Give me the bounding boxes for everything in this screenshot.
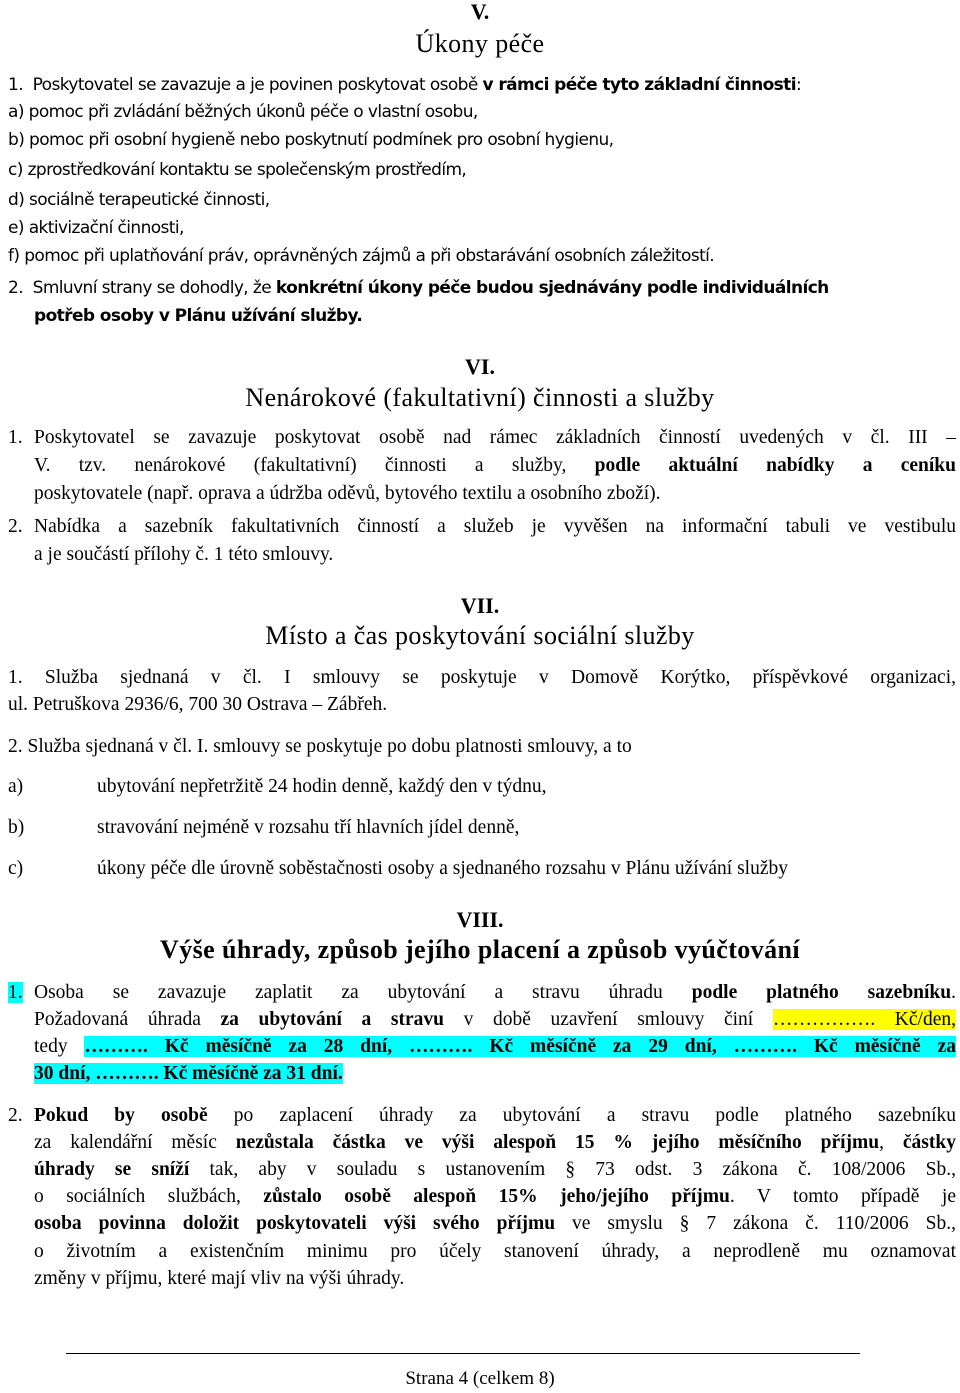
list-item: f) pomoc při uplatňování práv, oprávněných zájmů a při obstarávání osobních záležitostí.	[8, 246, 715, 266]
list-label: a)	[8, 776, 24, 797]
paragraph-line: tedy ………. Kč měsíčně za 28 dní, ………. Kč měsíčně za 29 dní, ………. Kč měsíčně za	[34, 1036, 956, 1057]
list-item: ubytování nepřetržitě 24 hodin denně, každý den v týdnu,	[97, 776, 547, 797]
paragraph-number: 1.	[8, 427, 23, 448]
list-label: c)	[8, 858, 24, 879]
paragraph: 2. Služba sjednaná v čl. I. smlouvy se poskytuje po dobu platnosti smlouvy, a to	[8, 736, 632, 757]
paragraph-line	[34, 1061, 343, 1087]
paragraph: 1. Poskytovatel se zavazuje a je povinen poskytovat osobě v rámci péče tyto základní činnosti:	[8, 75, 802, 95]
paragraph-line: za kalendářní měsíc nezůstala částka ve výši alespoň 15 % jejího měsíčního příjmu, částky	[34, 1132, 956, 1153]
section-title: Úkony péče	[415, 29, 545, 58]
section-number: VIII.	[456, 907, 504, 932]
section-title: Výše úhrady, způsob jejího placení a způsob vyúčtování	[160, 935, 800, 964]
paragraph-number	[8, 980, 23, 1006]
paragraph-line: změny v příjmu, které mají vliv na výši úhrady.	[34, 1268, 405, 1289]
paragraph-number: 2.	[8, 1105, 23, 1126]
footer-rule	[66, 1353, 860, 1354]
paragraph-line: 1. Služba sjednaná v čl. I smlouvy se poskytuje v Domově Korýtko, příspěvkové organizaci,	[8, 667, 956, 688]
paragraph-line: Pokud by osobě po zaplacení úhrady za ubytování a stravu podle platného sazebníku	[34, 1105, 956, 1126]
highlight: …………….	[772, 1009, 876, 1030]
list-item: e) aktivizační činnosti,	[8, 218, 184, 238]
paragraph-line: poskytovatele (např. oprava a údržba oděvů, bytového textilu a osobního zboží).	[34, 483, 661, 504]
section-title: Místo a čas poskytování sociální služby	[265, 621, 695, 650]
paragraph-line: o životním a existenčním minimu pro účely stanovení úhrady, a neprodleně mu oznamovat	[34, 1241, 956, 1262]
section-title: Nenárokové (fakultativní) činnosti a služby	[245, 383, 715, 412]
paragraph-line: V. tzv. nenárokové (fakultativní) činnosti a služby, podle aktuální nabídky a ceníku	[34, 455, 956, 476]
list-label: b)	[8, 817, 25, 838]
paragraph-continuation: potřeb osoby v Plánu užívání služby.	[34, 306, 363, 326]
highlight: Kč/den,	[875, 1009, 956, 1030]
highlight: 30 dní, ………. Kč měsíčně za 31 dní.	[34, 1063, 343, 1084]
list-item: a) pomoc při zvládání běžných úkonů péče o vlastní osobu,	[8, 102, 478, 122]
list-item: úkony péče dle úrovně soběstačnosti osoby a sjednaného rozsahu v Plánu užívání služby	[97, 858, 789, 879]
paragraph-line: Poskytovatel se zavazuje poskytovat osobě nad rámec základních činností uvedených v čl. III –	[34, 427, 956, 448]
highlight: 1.	[8, 982, 23, 1003]
paragraph: 2. Smluvní strany se dohodly, že konkrétní úkony péče budou sjednávány podle individuálních	[8, 278, 829, 298]
section-number: VI.	[465, 354, 495, 379]
paragraph-line: Požadovaná úhrada za ubytování a stravu v době uzavření smlouvy činí ……………. Kč/den,	[34, 1009, 956, 1030]
section-number: V.	[470, 0, 490, 24]
list-item: b) pomoc při osobní hygieně nebo poskytnutí podmínek pro osobní hygienu,	[8, 130, 614, 150]
list-item: d) sociálně terapeutické činnosti,	[8, 190, 270, 210]
paragraph-line: o sociálních službách, zůstalo osobě alespoň 15% jeho/jejího příjmu. V tomto případě je	[34, 1186, 956, 1207]
paragraph-line: úhrady se sníží tak, aby v souladu s ustanovením § 73 odst. 3 zákona č. 108/2006 Sb.,	[34, 1159, 956, 1180]
highlight: ………. Kč měsíčně za 28 dní, ………. Kč měsíčně za 29 dní, ………. Kč měsíčně za	[84, 1036, 956, 1057]
paragraph-number: 2.	[8, 516, 23, 537]
section-number: VII.	[460, 593, 500, 618]
list-item: stravování nejméně v rozsahu tří hlavních jídel denně,	[97, 817, 520, 838]
paragraph-line: a je součástí přílohy č. 1 této smlouvy.	[34, 544, 334, 565]
list-item: c) zprostředkování kontaktu se společenským prostředím,	[8, 160, 467, 180]
page-footer: Strana 4 (celkem 8)	[405, 1368, 555, 1389]
paragraph-line: Osoba se zavazuje zaplatit za ubytování a stravu úhradu podle platného sazebníku.	[34, 982, 956, 1003]
paragraph-line: osoba povinna doložit poskytovateli výši svého příjmu ve smyslu § 7 zákona č. 110/2006 Sb.,	[34, 1213, 956, 1234]
paragraph-line: ul. Petruškova 2936/6, 700 30 Ostrava – Zábřeh.	[8, 694, 388, 715]
paragraph-line: Nabídka a sazebník fakultativních činností a služeb je vyvěšen na informační tabuli ve vestibulu	[34, 516, 956, 537]
